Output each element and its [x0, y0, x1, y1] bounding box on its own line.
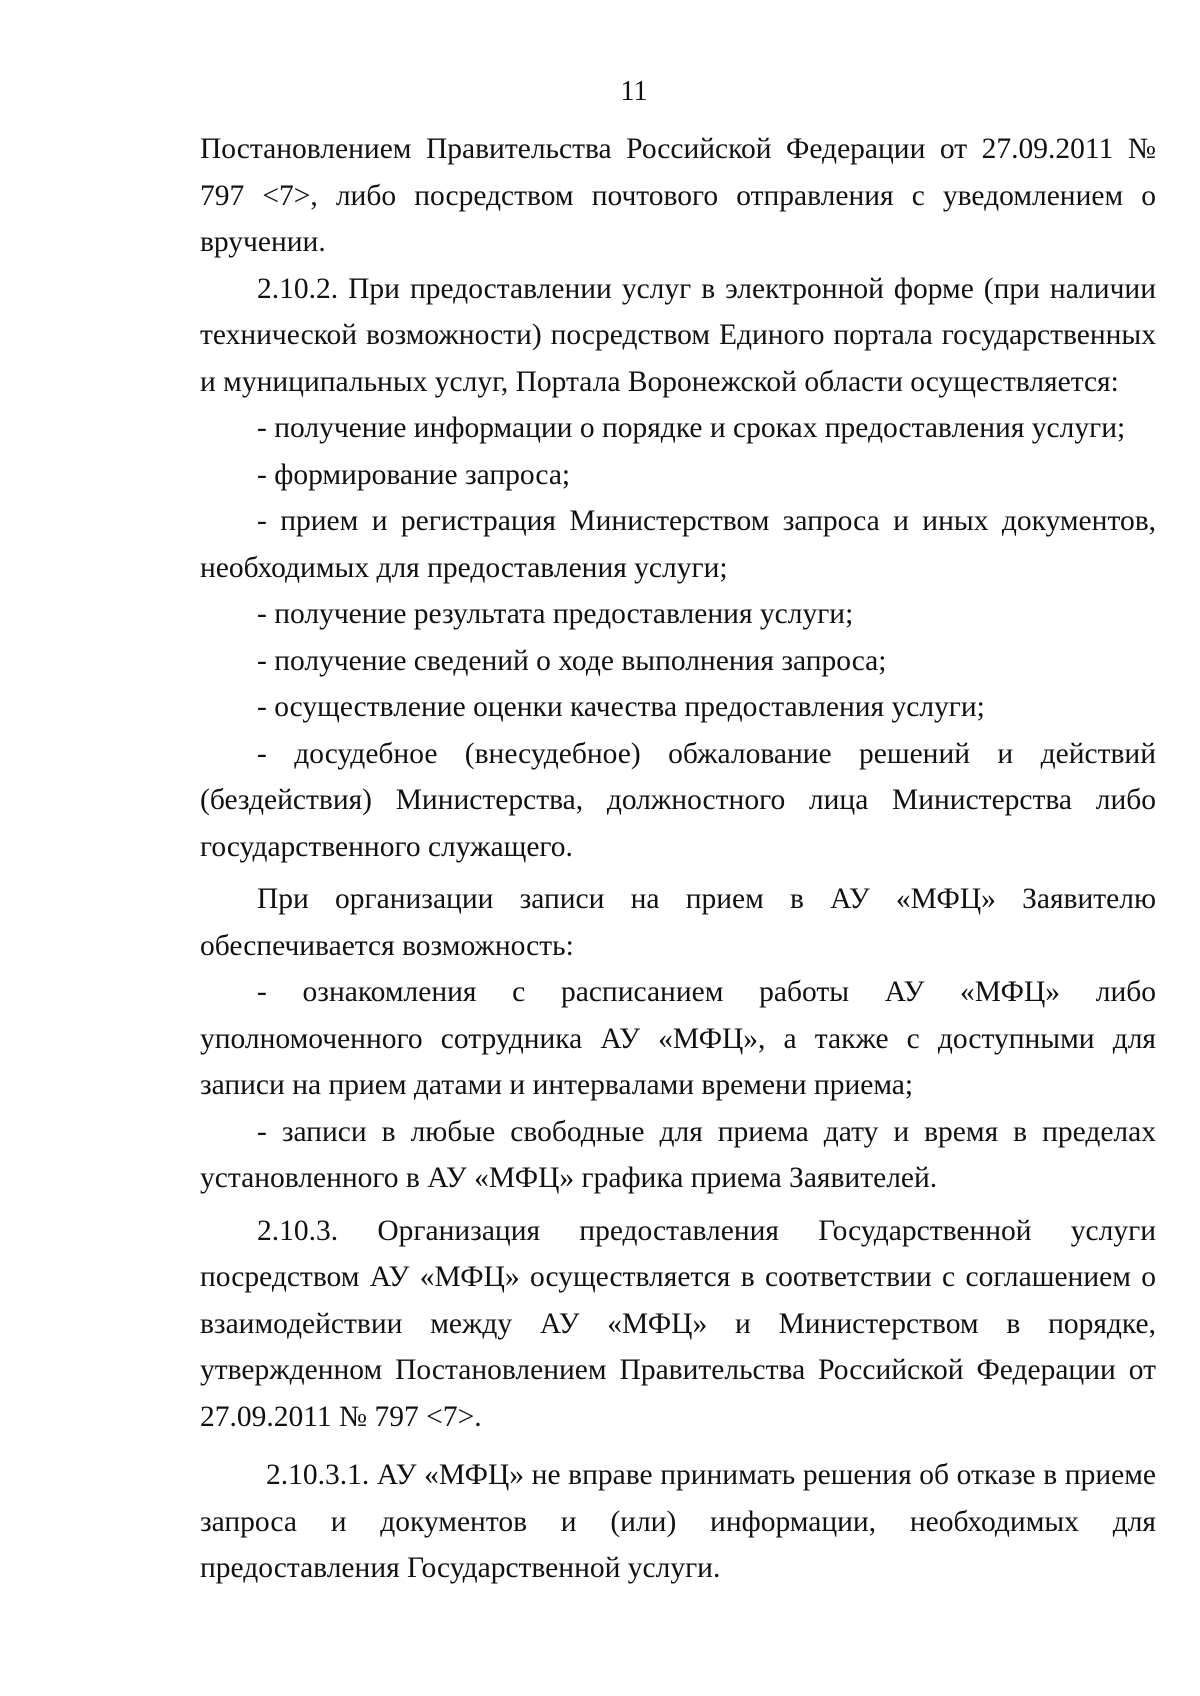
list-item-info: - получение информации о порядке и сроках предоставления услуги; — [257, 412, 1126, 444]
list-item-result: - получение результата предоставления услуги; — [257, 598, 854, 630]
list-item-quality: - осуществление оценки качества предоставления услуги; — [257, 691, 985, 723]
list-item-registration: - прием и регистрация Министерством запроса и иных документов, необходимых для предоставления услуги; — [200, 505, 1156, 584]
list-item-request-forming: - формирование запроса; — [257, 458, 571, 491]
list-item-appeal: - досудебное (внесудебное) обжалование решений и действий (бездействия) Министерства, должностного лица Министерства либо государственного служащего. — [200, 737, 1156, 863]
paragraph-2-10-3-1: 2.10.3.1. АУ «МФЦ» не вправе принимать решения об отказе в приеме запроса и документов и (или) информации, необходимых для предоставления Государственной услуги. — [200, 1459, 1156, 1584]
list-item-schedule: - ознакомления с расписанием работы АУ «МФЦ» либо уполномоченного сотрудника АУ «МФЦ», а также с доступными для записи на прием датами и интервалами времени приема; — [200, 976, 1156, 1101]
page-number: 11 — [620, 76, 648, 107]
paragraph-2-10-2: 2.10.2. При предоставлении услуг в электронной форме (при наличии технической возможности) посредством Единого портала государственных и муниципальных услуг, Портала Воронежской области осуществляется: — [200, 272, 1156, 398]
paragraph-appointment: При организации записи на прием в АУ «МФЦ» Заявителю обеспечивается возможность: — [200, 883, 1156, 962]
paragraph-continuation: Постановлением Правительства Российской Федерации от 27.09.2011 № 797 <7>, либо посредством почтового отправления с уведомлением о вручении. — [200, 133, 1156, 258]
list-item-booking: - записи в любые свободные для приема дату и время в пределах установленного в АУ «МФЦ» графика приема Заявителей. — [200, 1115, 1156, 1194]
list-item-status: - получение сведений о ходе выполнения запроса; — [257, 644, 887, 677]
document-body — [200, 126, 1156, 1592]
paragraph-2-10-3: 2.10.3. Организация предоставления Государственной услуги посредством АУ «МФЦ» осуществляется в соответствии с соглашением о взаимодействии между АУ «МФЦ» и Министерством в порядке, утвержденном Постановлением Правительства Российской Федерации от 27.09.2011 № 797 <7>. — [200, 1214, 1156, 1433]
